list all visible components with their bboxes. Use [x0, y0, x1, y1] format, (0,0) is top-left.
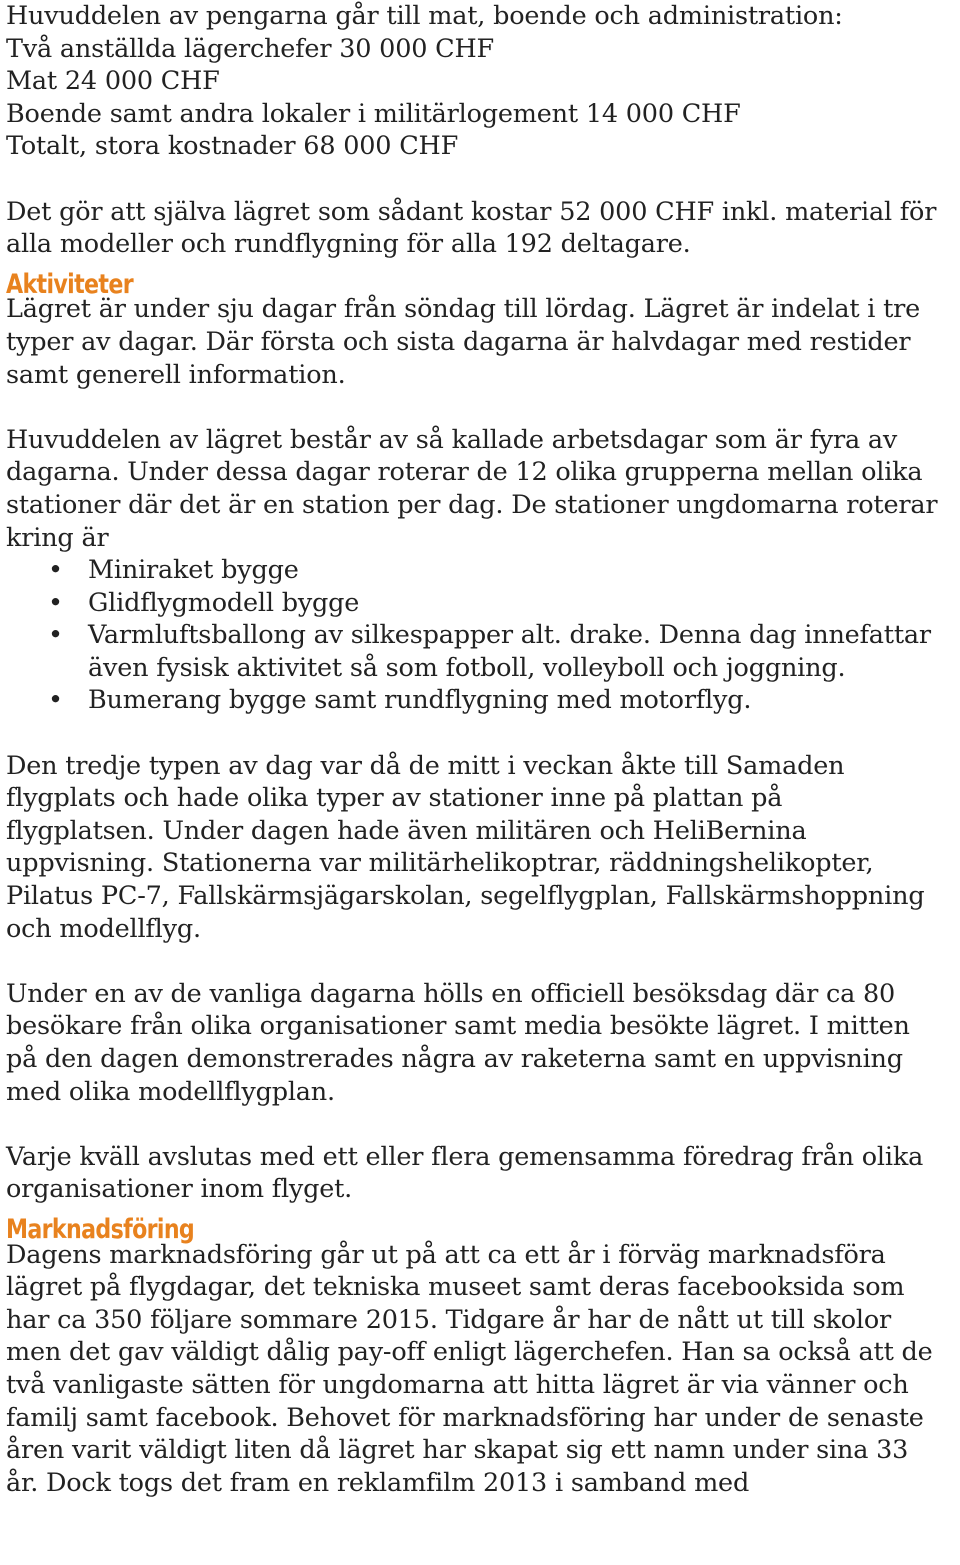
text-line: stationer där det är en station per dag. De stationer ungdomarna roterar	[6, 489, 938, 520]
intro-cost-list	[6, 0, 956, 163]
list-item-text: Glidflygmodell bygge	[88, 587, 360, 618]
list-item	[6, 684, 956, 717]
bullet-icon: •	[48, 555, 63, 586]
paragraph-gap	[6, 391, 956, 424]
text-line: Den tredje typen av dag var då de mitt i veckan åkte till Samaden	[6, 750, 845, 781]
list-item	[6, 619, 956, 684]
paragraph-gap	[6, 717, 956, 750]
text-line: kring är	[6, 522, 109, 553]
text-line: Varje kväll avslutas med ett eller flera gemensamma föredrag från olika	[6, 1141, 924, 1172]
text-line: Dagens marknadsföring går ut på att ca ett år i förväg marknadsföra	[6, 1239, 886, 1270]
station-list	[6, 554, 956, 717]
text-line: alla modeller och rundflygning för alla 192 deltagare.	[6, 229, 691, 260]
paragraph-gap	[6, 945, 956, 978]
text-line: Huvuddelen av lägret består av så kallade arbetsdagar som är fyra av	[6, 424, 898, 455]
bullet-icon: •	[48, 685, 63, 716]
text-line: Boende samt andra lokaler i militärlogement 14 000 CHF	[6, 98, 741, 129]
text-line: flygplatsen. Under dagen hade även militären och HeliBernina	[6, 815, 807, 846]
text-line: Under en av de vanliga dagarna hölls en officiell besöksdag där ca 80	[6, 978, 896, 1009]
text-line: organisationer inom flyget.	[6, 1174, 353, 1205]
text-line: har ca 350 följare sommare 2015. Tidgare år har de nått ut till skolor	[6, 1304, 891, 1335]
text-line: samt generell information.	[6, 359, 346, 390]
text-line: men det gav väldigt dålig pay-off enligt lägerchefen. Han sa också att de	[6, 1337, 933, 1368]
text-line: åren varit väldigt liten då lägret har skapat sig ett namn under sina 33	[6, 1435, 909, 1466]
paragraph-gap	[6, 163, 956, 196]
text-line: Totalt, stora kostnader 68 000 CHF	[6, 131, 459, 162]
text-line: Mat 24 000 CHF	[6, 66, 220, 97]
text-line: dagarna. Under dessa dagar roterar de 12 olika grupperna mellan olika	[6, 457, 923, 488]
text-line: Huvuddelen av pengarna går till mat, boende och administration:	[6, 1, 843, 31]
text-line: uppvisning. Stationerna var militärhelikoptrar, räddningshelikopter,	[6, 848, 874, 879]
text-line: år. Dock togs det fram en reklamfilm 2013 i samband med	[6, 1467, 750, 1498]
list-item-text: Miniraket bygge	[88, 555, 299, 586]
section-heading-marknadsforing: Marknadsföring	[6, 1213, 195, 1245]
aktiviteter-paragraph-5	[6, 1141, 956, 1206]
bullet-icon: •	[48, 620, 63, 651]
text-line: Pilatus PC-7, Fallskärmsjägarskolan, segelflygplan, Fallskärmshoppning	[6, 881, 925, 912]
list-item-text: Varmluftsballong av silkespapper alt. drake. Denna dag innefattar	[88, 620, 931, 651]
text-line: flygplats och hade olika typer av stationer inne på plattan på	[6, 783, 783, 814]
list-item-text: Bumerang bygge samt rundflygning med motorflyg.	[88, 685, 752, 716]
marknadsforing-paragraph-1	[6, 1239, 956, 1500]
list-item	[6, 554, 956, 587]
text-line: familj samt facebook. Behovet för marknadsföring har under de senaste	[6, 1402, 924, 1433]
aktiviteter-paragraph-2	[6, 424, 956, 554]
text-line: på den dagen demonstrerades några av raketerna samt en uppvisning	[6, 1044, 903, 1074]
text-line: typer av dagar. Där första och sista dagarna är halvdagar med restider	[6, 326, 911, 357]
bullet-icon: •	[48, 587, 63, 618]
aktiviteter-paragraph-1	[6, 293, 956, 391]
list-item-text: även fysisk aktivitet så som fotboll, volleyboll och joggning.	[88, 652, 846, 683]
text-line: Två anställda lägerchefer 30 000 CHF	[6, 33, 494, 64]
paragraph-gap	[6, 1108, 956, 1141]
text-line: två vanligaste sätten för ungdomarna att hitta lägret är via vänner och	[6, 1369, 909, 1400]
aktiviteter-paragraph-3	[6, 750, 956, 946]
document-page	[6, 0, 956, 1499]
list-item	[6, 587, 956, 620]
aktiviteter-paragraph-4	[6, 978, 956, 1108]
section-heading-aktiviteter: Aktiviteter	[6, 268, 133, 300]
text-line: med olika modellflygplan.	[6, 1076, 335, 1107]
text-line: besökare från olika organisationer samt media besökte lägret. I mitten	[6, 1011, 910, 1042]
text-line: Det gör att själva lägret som sådant kostar 52 000 CHF inkl. material för	[6, 196, 937, 227]
text-line: och modellflyg.	[6, 913, 201, 944]
intro-summary-paragraph	[6, 196, 956, 261]
text-line: Lägret är under sju dagar från söndag till lördag. Lägret är indelat i tre	[6, 294, 921, 325]
text-line: lägret på flygdagar, det tekniska museet samt deras facebooksida som	[6, 1272, 905, 1303]
